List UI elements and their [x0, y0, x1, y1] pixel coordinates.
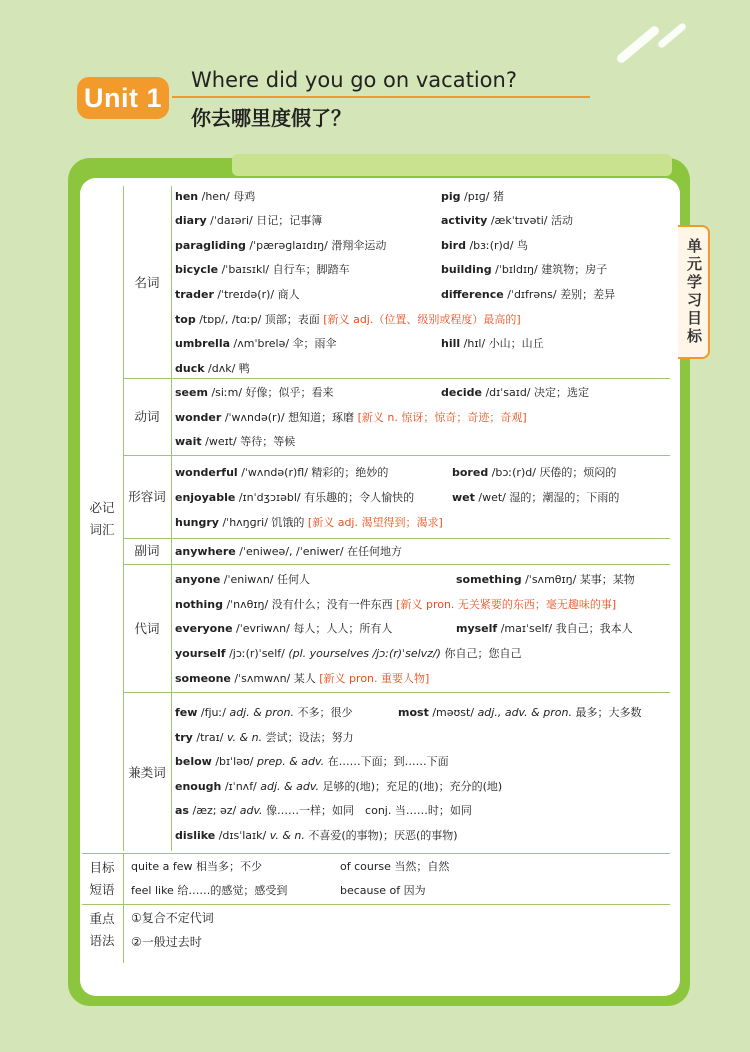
- page-title-en: Where did you go on vacation?: [191, 68, 517, 92]
- category-label-pronouns: 代词: [134, 621, 160, 636]
- grid-line: [123, 455, 670, 456]
- phrase-item: feel like 给……的感觉；感受到: [131, 884, 288, 897]
- vocab-phonetic: /ˈhʌŋɡri/: [222, 516, 268, 529]
- vocab-word: difference: [441, 288, 504, 301]
- phrase-item: of course 当然；自然: [340, 860, 450, 873]
- vocab-phonetic: /ˈsʌmwʌn/: [234, 672, 291, 685]
- vocab-phonetic: /siːm/: [211, 386, 243, 399]
- vocab-phonetic: /ˈnʌθɪŋ/: [226, 598, 269, 611]
- vocab-phonetic: /hen/: [201, 190, 230, 203]
- vocab-word: most: [398, 706, 429, 719]
- vocab-word: dislike: [175, 829, 216, 842]
- vocab-meaning: 精彩的；绝妙的: [311, 466, 389, 479]
- grid-line: [82, 853, 670, 854]
- vocab-entry: [175, 263, 350, 277]
- vocab-entry: [175, 829, 458, 843]
- vocab-meaning: 足够的(地)；充足的(地)；充分的(地): [322, 780, 503, 793]
- vocab-entry: [175, 386, 334, 400]
- vocab-word: enjoyable: [175, 491, 236, 504]
- vocab-entry: [175, 411, 527, 425]
- vocab-phonetic: /æz; əz/: [192, 804, 237, 817]
- vocab-word: anyone: [175, 573, 221, 586]
- vocab-word: few: [175, 706, 198, 719]
- grammar-label: 重点语法: [89, 911, 115, 948]
- decoration-streak: [657, 22, 688, 49]
- vocab-phonetic: /ˈdaɪəri/: [210, 214, 253, 227]
- vocab-phonetic: /wet/: [478, 491, 506, 504]
- vocab-meaning: 尝试；设法；努力: [265, 731, 354, 744]
- vocab-word: enough: [175, 780, 222, 793]
- vocab-entry: [441, 386, 589, 400]
- phrase-item: because of 因为: [340, 884, 426, 897]
- vocab-meaning: 在……下面；到……下面: [327, 755, 449, 768]
- vocab-entry: [175, 706, 353, 720]
- vocab-meaning: 你自己；您自己: [444, 647, 522, 660]
- vocab-phonetic: /jɔː(r)ˈself/: [229, 647, 285, 660]
- grid-line: [171, 186, 172, 851]
- vocab-meaning: 滑翔伞运动: [331, 239, 387, 252]
- vocab-phonetic: /ˈeniwʌn/: [223, 573, 274, 586]
- vocab-entry: [441, 288, 615, 302]
- vocab-phonetic: /ˈsʌmθɪŋ/: [525, 573, 577, 586]
- vocab-word: activity: [441, 214, 488, 227]
- vocab-meaning: 商人: [277, 288, 300, 301]
- vocab-new-meaning: [新义 n. 惊讶；惊奇；奇迹；奇观]: [357, 411, 527, 424]
- vocab-word: myself: [456, 622, 498, 635]
- vocab-meaning: 湿的；潮湿的；下雨的: [509, 491, 620, 504]
- category-label-adjectives: 形容词: [128, 489, 166, 504]
- vocab-pos: adj. & adv.: [260, 780, 319, 793]
- vocab-phonetic: /ɪˈnʌf/: [224, 780, 257, 793]
- vocab-entry: [175, 466, 388, 480]
- vocab-pos: v. & n.: [226, 731, 263, 744]
- vocab-meaning: 有乐趣的；令人愉快的: [304, 491, 415, 504]
- vocab-pos: adv.: [239, 804, 263, 817]
- grid-line: [123, 692, 670, 693]
- vocab-entry: [175, 362, 250, 376]
- vocab-word: top: [175, 313, 196, 326]
- vocab-entry: [175, 190, 255, 204]
- vocab-entry: [398, 706, 641, 720]
- vocab-entry: [175, 731, 354, 745]
- vocab-phonetic: /traɪ/: [196, 731, 224, 744]
- vocab-phonetic: /ˈevriwʌn/: [236, 622, 290, 635]
- vocab-entry: [441, 263, 607, 277]
- vocab-entry: [452, 491, 619, 505]
- vocab-word: as: [175, 804, 189, 817]
- vocab-phonetic: /ˈpærəɡlaɪdɪŋ/: [249, 239, 328, 252]
- vocab-phonetic: /ɪnˈdʒɔɪəbl/: [238, 491, 301, 504]
- vocab-meaning: 不喜爱(的事物)；厌恶(的事物): [308, 829, 458, 842]
- vocab-entry: [441, 190, 504, 204]
- vocab-phonetic: /ˈbaɪsɪkl/: [221, 263, 270, 276]
- vocab-entry: [175, 755, 449, 769]
- vocab-meaning: 猪: [493, 190, 504, 203]
- vocab-word: paragliding: [175, 239, 246, 252]
- vocab-phonetic: /ˈeniweə/, /ˈeniwer/: [239, 545, 344, 558]
- vocab-meaning: 不多；很少: [297, 706, 353, 719]
- grid-line: [123, 186, 124, 851]
- vocab-word: try: [175, 731, 193, 744]
- vocab-word: someone: [175, 672, 231, 685]
- vocab-word: building: [441, 263, 492, 276]
- vocab-new-meaning: [新义 pron. 重要人物]: [319, 672, 430, 685]
- grid-line: [123, 378, 670, 379]
- grid-line: [123, 564, 670, 565]
- vocab-meaning: 饥饿的: [271, 516, 305, 529]
- vocab-meaning: 小山；山丘: [488, 337, 544, 350]
- vocab-section-label: 必记词汇: [89, 500, 115, 537]
- vocab-entry: [175, 313, 521, 327]
- vocab-entry: [456, 573, 635, 587]
- vocab-word: seem: [175, 386, 208, 399]
- vocab-word: hen: [175, 190, 199, 203]
- vocab-entry: [175, 337, 337, 351]
- page-title-zh: 你去哪里度假了？: [191, 106, 351, 130]
- vocab-word: wonderful: [175, 466, 238, 479]
- vocab-meaning: 最多；大多数: [575, 706, 642, 719]
- vocab-meaning: 厌倦的；烦闷的: [539, 466, 617, 479]
- vocab-word: diary: [175, 214, 207, 227]
- vocab-meaning: 没有什么；没有一件东西: [271, 598, 393, 611]
- vocab-pos: v. & n.: [269, 829, 305, 842]
- vocab-pos: adj. & pron.: [229, 706, 295, 719]
- vocab-word: bird: [441, 239, 466, 252]
- vocab-word: pig: [441, 190, 461, 203]
- vocab-meaning: 鸭: [238, 362, 250, 375]
- vocab-phonetic: /ˈbɪldɪŋ/: [495, 263, 538, 276]
- vocab-meaning: 活动: [551, 214, 573, 227]
- vocab-entry: [456, 622, 633, 636]
- vocab-word: umbrella: [175, 337, 231, 350]
- vocab-phonetic: /fjuː/: [200, 706, 226, 719]
- vocab-meaning: 某事；某物: [579, 573, 635, 586]
- vocab-entry: [175, 672, 429, 686]
- vocab-meaning: 自行车；脚踏车: [272, 263, 350, 276]
- vocab-meaning: 建筑物；房子: [541, 263, 608, 276]
- vocab-entry: [175, 491, 414, 505]
- vocab-meaning: 我自己；我本人: [555, 622, 633, 635]
- vocab-entry: [175, 214, 322, 228]
- vocab-phonetic: /hɪl/: [463, 337, 486, 350]
- vocab-phonetic: /dɪˈsaɪd/: [485, 386, 531, 399]
- vocab-entry: [175, 239, 386, 253]
- vocab-entry: [175, 573, 310, 587]
- vocab-meaning: 鸟: [517, 239, 528, 252]
- vocab-meaning: 差别；差异: [560, 288, 616, 301]
- vocab-phonetic: /dɪsˈlaɪk/: [218, 829, 267, 842]
- vocab-new-meaning: [新义 pron. 无关紧要的东西；毫无趣味的事]: [396, 598, 617, 611]
- vocab-meaning: 每人；人人；所有人: [293, 622, 393, 635]
- vocab-phonetic: /tɒp/, /tɑːp/: [199, 313, 262, 326]
- vocab-meaning: 等待；等候: [240, 435, 296, 448]
- unit-goals-tab: 单元学习目标: [678, 225, 710, 359]
- vocab-meaning: 决定；选定: [534, 386, 590, 399]
- vocab-phonetic: /ˈwʌndə(r)fl/: [241, 466, 308, 479]
- vocab-meaning: 好像；似乎；看来: [245, 386, 334, 399]
- vocab-phonetic: /weɪt/: [205, 435, 237, 448]
- vocab-entry: [175, 598, 616, 612]
- vocab-pos: adj., adv. & pron.: [477, 706, 572, 719]
- vocab-meaning: 伞；雨伞: [292, 337, 337, 350]
- grid-line: [82, 904, 670, 905]
- vocab-phonetic: /bɪˈləʊ/: [215, 755, 254, 768]
- vocab-word: wet: [452, 491, 475, 504]
- vocab-word: wait: [175, 435, 202, 448]
- unit-badge: Unit 1: [77, 77, 169, 119]
- vocab-entry: [441, 239, 528, 253]
- vocab-pos: prep. & adv.: [256, 755, 325, 768]
- vocab-phonetic: /ˈtreɪdə(r)/: [217, 288, 275, 301]
- vocab-word: nothing: [175, 598, 223, 611]
- vocab-phonetic: /ʌmˈbrelə/: [233, 337, 290, 350]
- vocab-word: yourself: [175, 647, 226, 660]
- category-label-adverbs: 副词: [134, 543, 160, 558]
- vocab-meaning: 顶部；表面: [264, 313, 320, 326]
- vocab-entry: [175, 780, 502, 794]
- phrases-label: 目标短语: [89, 860, 115, 897]
- vocab-word: duck: [175, 362, 205, 375]
- vocab-phonetic: /dʌk/: [208, 362, 236, 375]
- vocab-meaning: 任何人: [277, 573, 310, 586]
- vocab-entry: [175, 647, 521, 661]
- vocab-entry: [175, 622, 392, 636]
- vocab-entry: [441, 337, 544, 351]
- card-frame-tab: [232, 154, 672, 176]
- decoration-streak: [615, 24, 661, 64]
- vocab-new-meaning: [新义 adj. 渴望得到；渴求]: [307, 516, 443, 529]
- vocab-entry: [175, 516, 443, 530]
- vocab-phonetic: /maɪˈself/: [500, 622, 553, 635]
- vocab-phonetic: /bɔː(r)d/: [491, 466, 536, 479]
- vocab-word: hill: [441, 337, 461, 350]
- vocab-word: something: [456, 573, 522, 586]
- vocab-word: bicycle: [175, 263, 219, 276]
- vocab-entry: [175, 288, 300, 302]
- vocab-meaning: 想知道；琢磨: [288, 411, 355, 424]
- vocab-entry: [175, 545, 402, 559]
- vocab-meaning: 像……一样；如同 conj. 当……时；如同: [266, 804, 472, 817]
- vocab-word: trader: [175, 288, 214, 301]
- vocab-pos: (pl. yourselves /jɔː(r)ˈselvz/): [288, 647, 441, 660]
- grid-line: [123, 853, 124, 963]
- vocab-entry: [175, 804, 472, 818]
- vocab-word: hungry: [175, 516, 219, 529]
- vocab-meaning: 日记；记事簿: [256, 214, 323, 227]
- vocab-word: everyone: [175, 622, 233, 635]
- vocab-phonetic: /pɪɡ/: [464, 190, 490, 203]
- phrase-item: quite a few 相当多；不少: [131, 860, 262, 873]
- vocab-meaning: 母鸡: [233, 190, 256, 203]
- vocab-phonetic: /bɜː(r)d/: [469, 239, 514, 252]
- grammar-item: ②一般过去时: [131, 935, 202, 949]
- vocab-phonetic: /ækˈtɪvəti/: [490, 214, 548, 227]
- category-label-multi: 兼类词: [128, 765, 166, 780]
- vocab-entry: [175, 435, 295, 449]
- vocab-phonetic: /ˈdɪfrəns/: [507, 288, 557, 301]
- category-label-nouns: 名词: [134, 275, 160, 290]
- vocab-meaning: 在任何地方: [347, 545, 403, 558]
- category-label-verbs: 动词: [134, 409, 160, 424]
- vocab-word: anywhere: [175, 545, 236, 558]
- vocab-phonetic: /məʊst/: [432, 706, 475, 719]
- title-underline: [172, 96, 590, 98]
- vocab-meaning: 某人: [293, 672, 316, 685]
- vocab-word: wonder: [175, 411, 222, 424]
- grid-line: [123, 538, 670, 539]
- vocab-entry: [441, 214, 573, 228]
- vocab-new-meaning: [新义 adj.（位置、级别或程度）最高的]: [323, 313, 521, 326]
- vocab-phonetic: /ˈwʌndə(r)/: [224, 411, 285, 424]
- vocab-word: below: [175, 755, 212, 768]
- vocab-word: bored: [452, 466, 489, 479]
- vocab-entry: [452, 466, 616, 480]
- grammar-item: ①复合不定代词: [131, 911, 214, 925]
- vocab-word: decide: [441, 386, 482, 399]
